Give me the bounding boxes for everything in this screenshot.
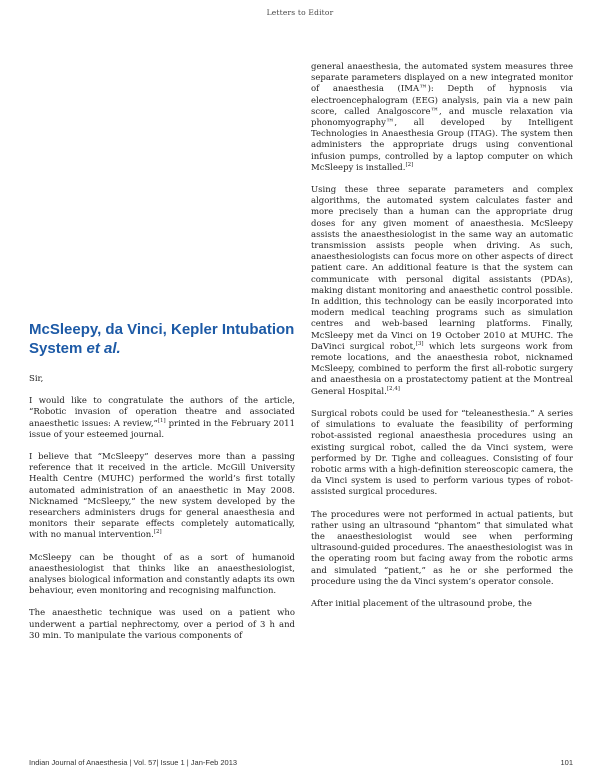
- page-footer: [29, 758, 573, 767]
- paragraph: The procedures were not performed in actual patients, but rather using an ultrasound “phantom” that simulated what the anaesthesiologist would see when performing ultrasound-guided procedures. The anaesthesiologist was in the operating room but facing away from the robotic arms and simulated “patient,” as he or she performed the procedure using the da Vinci system’s operator console.: [311, 509, 573, 587]
- article-title: [29, 320, 295, 358]
- citation[interactable]: [1]: [157, 417, 166, 424]
- title-etal: et al.: [86, 340, 121, 357]
- paragraph: Surgical robots could be used for “teleanesthesia.” A series of simulations to evaluate the feasibility of performing robot-assisted regional anaesthesia procedures using an existing surgical robot, called the da Vinci system, were performed by Dr. Tighe and colleagues. Consisting of four robotic arms with a high-definition stereoscopic camera, the da Vinci system is used to perform various types of robot-assisted surgical procedures.: [311, 408, 573, 498]
- page-number: 101: [560, 758, 573, 767]
- paragraph: The anaesthetic technique was used on a patient who underwent a partial nephrectomy, over a period of 3 h and 30 min. To manipulate the various components of: [29, 608, 295, 641]
- salutation: Sir,: [29, 374, 44, 384]
- paragraph: After initial placement of the ultrasound probe, the: [311, 598, 532, 609]
- journal-info: Indian Journal of Anaesthesia | Vol. 57| Issue 1 | Jan-Feb 2013: [29, 758, 238, 767]
- citation[interactable]: [3]: [415, 341, 424, 348]
- paragraph: I believe that “McSleepy” deserves more than a passing reference that it received in the article. McGill University Health Centre (MUHC) performed the world’s first totally automated administration of an anaesthetic in May 2008. Nicknamed “McSleepy,” the new system developed by the researchers administers drugs for general anaesthesia and monitors their separate effects completely automatically, with no manual intervention.[2]: [29, 452, 295, 541]
- citation[interactable]: [2,4]: [386, 385, 400, 392]
- paragraph: general anaesthesia, the automated system measures three separate parameters displayed on a new integrated monitor of anaesthesia (IMA™): Depth of hypnosis via electroencephalogram (EEG) analysis, pain via a new pain score, called Analgoscore™, and muscle relaxation via phonomyography™, all developed by Intelligent Technologies in Anaesthesia Group (ITAG). The system then administers the appropriate drugs using conventional infusion pumps, controlled by a laptop computer on which McSleepy is installed.[2]: [311, 62, 573, 173]
- title-main: McSleepy, da Vinci, Kepler Intubation System: [29, 321, 295, 357]
- paragraph: Using these three separate parameters and complex algorithms, the automated system calculates faster and more precisely than a human can the appropriate drug doses for any given moment of anaesthesia. McSleepy assists the anaesthesiologist in the same way an automatic transmission assists people when driving. As such, anaesthesiologists can focus more on other aspects of direct patient care. An additional feature is that the system can communicate with personal digital assistants (PDAs), making distant monitoring and anaesthetic control possible. In addition, this technology can be easily incorporated into modern medical teaching programs such as simulation centres and web-based learning platforms. Finally, McSleepy met da Vinci on 19 October 2010 at MUHC. The DaVinci surgical robot,[3] which lets surgeons work from remote locations, and the anaesthesia robot, nicknamed McSleepy, combined to perform the first all-robotic surgery and anaesthesia on a prostatectomy patient at the Montreal General Hospital.[2,4]: [311, 185, 573, 397]
- right-column: [311, 62, 573, 621]
- paragraph: I would like to congratulate the authors of the article, “Robotic invasion of operation theatre and associated anaesthetic issues: A review,”[1] printed in the February 2011 issue of your esteemed journal.: [29, 396, 295, 440]
- citation[interactable]: [2]: [153, 529, 162, 536]
- left-column: [29, 320, 295, 653]
- paragraph: McSleepy can be thought of as a sort of humanoid anaesthesiologist that thinks like an anaesthesiologist, analyses biological information and constantly adapts its own behaviour, even monitoring and recognising malfunction.: [29, 552, 295, 597]
- running-header: Letters to Editor: [266, 8, 334, 17]
- citation[interactable]: [2]: [405, 162, 414, 168]
